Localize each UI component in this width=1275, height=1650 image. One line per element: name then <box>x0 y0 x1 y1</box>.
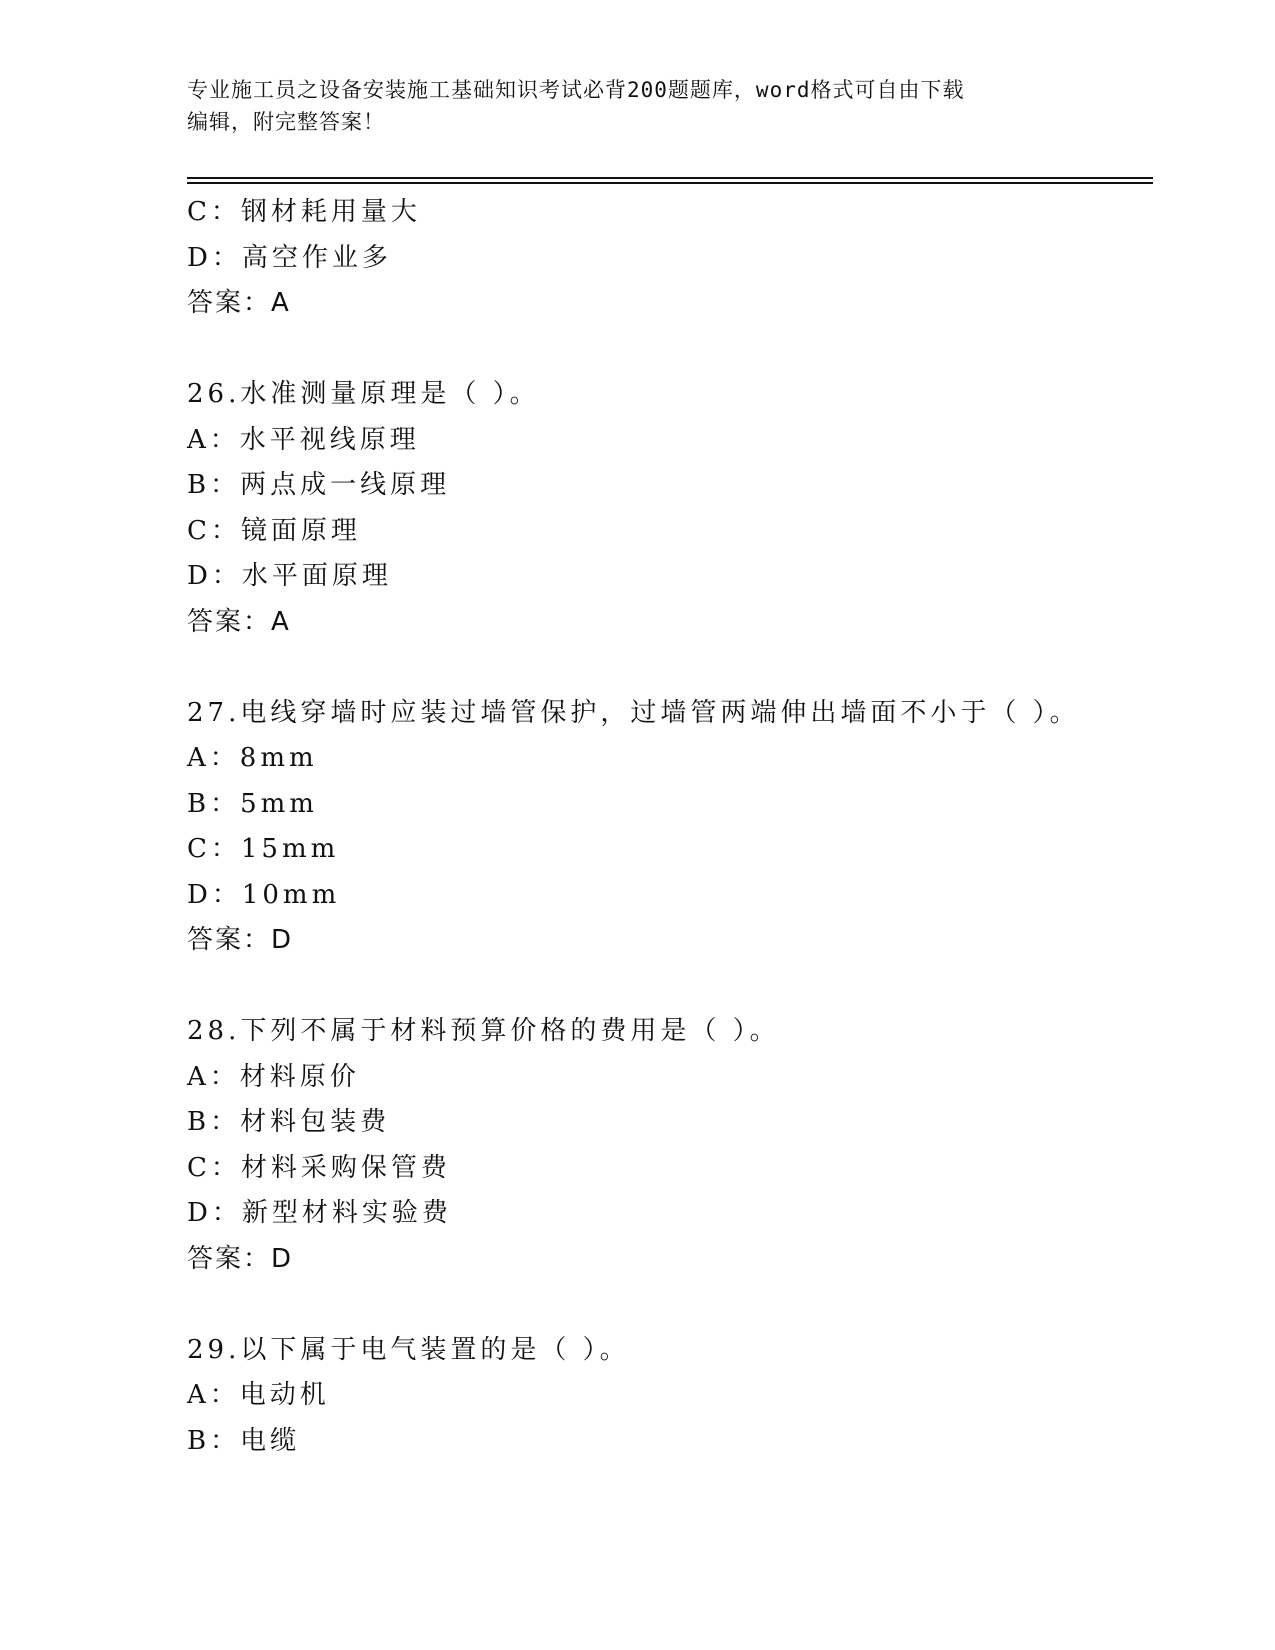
spacer <box>187 964 1153 1010</box>
question-28-option-a: A：材料原价 <box>187 1061 360 1092</box>
question-27-answer: 答案：D <box>187 925 294 955</box>
question-28-text: 28.下列不属于材料预算价格的费用是（ ）。 <box>187 1016 780 1046</box>
question-29-option-a: A：电动机 <box>187 1380 330 1410</box>
question-25-answer: 答案：A <box>187 288 291 318</box>
question-28-option-d: D：新型材料实验费 <box>187 1198 452 1228</box>
question-25-option-c: C：钢材耗用量大 <box>187 197 421 227</box>
question-26-answer: 答案：A <box>187 606 291 637</box>
question-27 <box>187 691 1153 964</box>
question-25-partial <box>187 190 1153 327</box>
spacer <box>187 327 1153 373</box>
question-26-option-b: B：两点成一线原理 <box>187 470 451 500</box>
question-29-text: 29.以下属于电气装置的是（ ）。 <box>187 1334 630 1365</box>
question-28-option-c: C：材料采购保管费 <box>187 1152 451 1183</box>
question-27-option-d: D：10mm <box>187 879 341 910</box>
spacer <box>187 1282 1153 1328</box>
question-26-text: 26.水准测量原理是（ ）。 <box>187 379 540 409</box>
header-divider-bottom <box>187 182 1153 184</box>
question-28-answer: 答案：D <box>187 1243 294 1274</box>
question-27-text: 27.电线穿墙时应装过墙管保护，过墙管两端伸出墙面不小于（ ）。 <box>187 697 1080 728</box>
question-26-option-c: C：镜面原理 <box>187 515 361 546</box>
header-title-line-2: 编辑，附完整答案！ <box>187 110 385 134</box>
document-header <box>187 74 1067 138</box>
question-25-option-d: D：高空作业多 <box>187 242 392 273</box>
question-29 <box>187 1328 1153 1465</box>
header-divider-top <box>187 177 1153 179</box>
header-title-line-1: 专业施工员之设备安装施工基础知识考试必背200题题库，word格式可自由下载 <box>187 78 965 102</box>
question-29-option-b: B：电缆 <box>187 1425 301 1456</box>
question-list <box>187 190 1153 1464</box>
question-26 <box>187 372 1153 645</box>
question-26-option-a: A：水平视线原理 <box>187 424 420 455</box>
question-28-option-b: B：材料包装费 <box>187 1107 391 1137</box>
question-28 <box>187 1009 1153 1282</box>
question-27-option-b: B：5mm <box>187 788 318 819</box>
question-27-option-c: C：15mm <box>187 834 340 864</box>
question-26-option-d: D：水平面原理 <box>187 561 392 591</box>
spacer <box>187 645 1153 691</box>
question-27-option-a: A：8mm <box>187 743 318 773</box>
